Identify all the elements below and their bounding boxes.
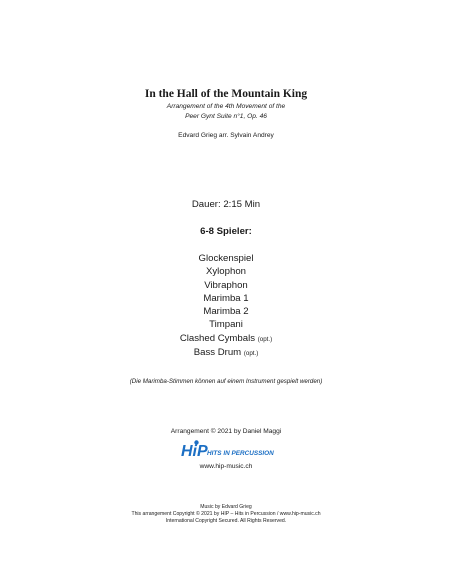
instrument-item: Bass Drum (opt.): [193, 347, 259, 359]
subtitle-line-1: Arrangement of the 4th Movement of the: [166, 103, 286, 110]
instrument-item: Marimba 2: [203, 306, 249, 318]
website-link[interactable]: www.hip-music.ch: [199, 463, 253, 470]
optional-note: (opt.): [257, 335, 273, 343]
svg-text:HiP: HiP: [181, 443, 208, 460]
duration-text: Dauer: 2:15 Min: [191, 199, 261, 210]
instrument-item: Glockenspiel: [198, 253, 254, 264]
footer-music-credit: Music by Edvard Grieg: [200, 504, 252, 510]
arrangement-credit: Arrangement © 2021 by Daniel Maggi: [170, 428, 282, 435]
instrument-item: Clashed Cymbals (opt.): [179, 332, 273, 344]
footer-copyright: This arrangement Copyright © 2021 by HIP – Hits in Percussion / www.hip-music.ch: [131, 511, 321, 517]
optional-note: (opt.): [243, 350, 259, 358]
instrument-item: Xylophon: [205, 266, 246, 278]
instrument-item: Vibraphon: [204, 279, 248, 291]
players-heading: 6-8 Spieler:: [200, 226, 252, 237]
instrument-item: Marimba 1: [203, 292, 249, 304]
piece-title: In the Hall of the Mountain King: [144, 88, 308, 100]
instrument-list: [0, 252, 452, 360]
subtitle-line-2: Peer Gynt Suite n°1, Op. 46: [185, 113, 267, 120]
marimba-remark: (Die Marimba-Stimmen können auf einem Instrument gespielt werden): [129, 378, 323, 385]
hip-logo-mark: [181, 440, 208, 460]
instrument-item: Timpani: [209, 319, 243, 331]
composer-line: Edvard Grieg arr. Sylvain Andrey: [178, 132, 274, 139]
footer-rights: International Copyright Secured. All Rights Reserved.: [165, 518, 287, 524]
hip-logo-text: HITS IN PERCUSSION: [207, 450, 274, 457]
hip-logo: [180, 440, 276, 460]
